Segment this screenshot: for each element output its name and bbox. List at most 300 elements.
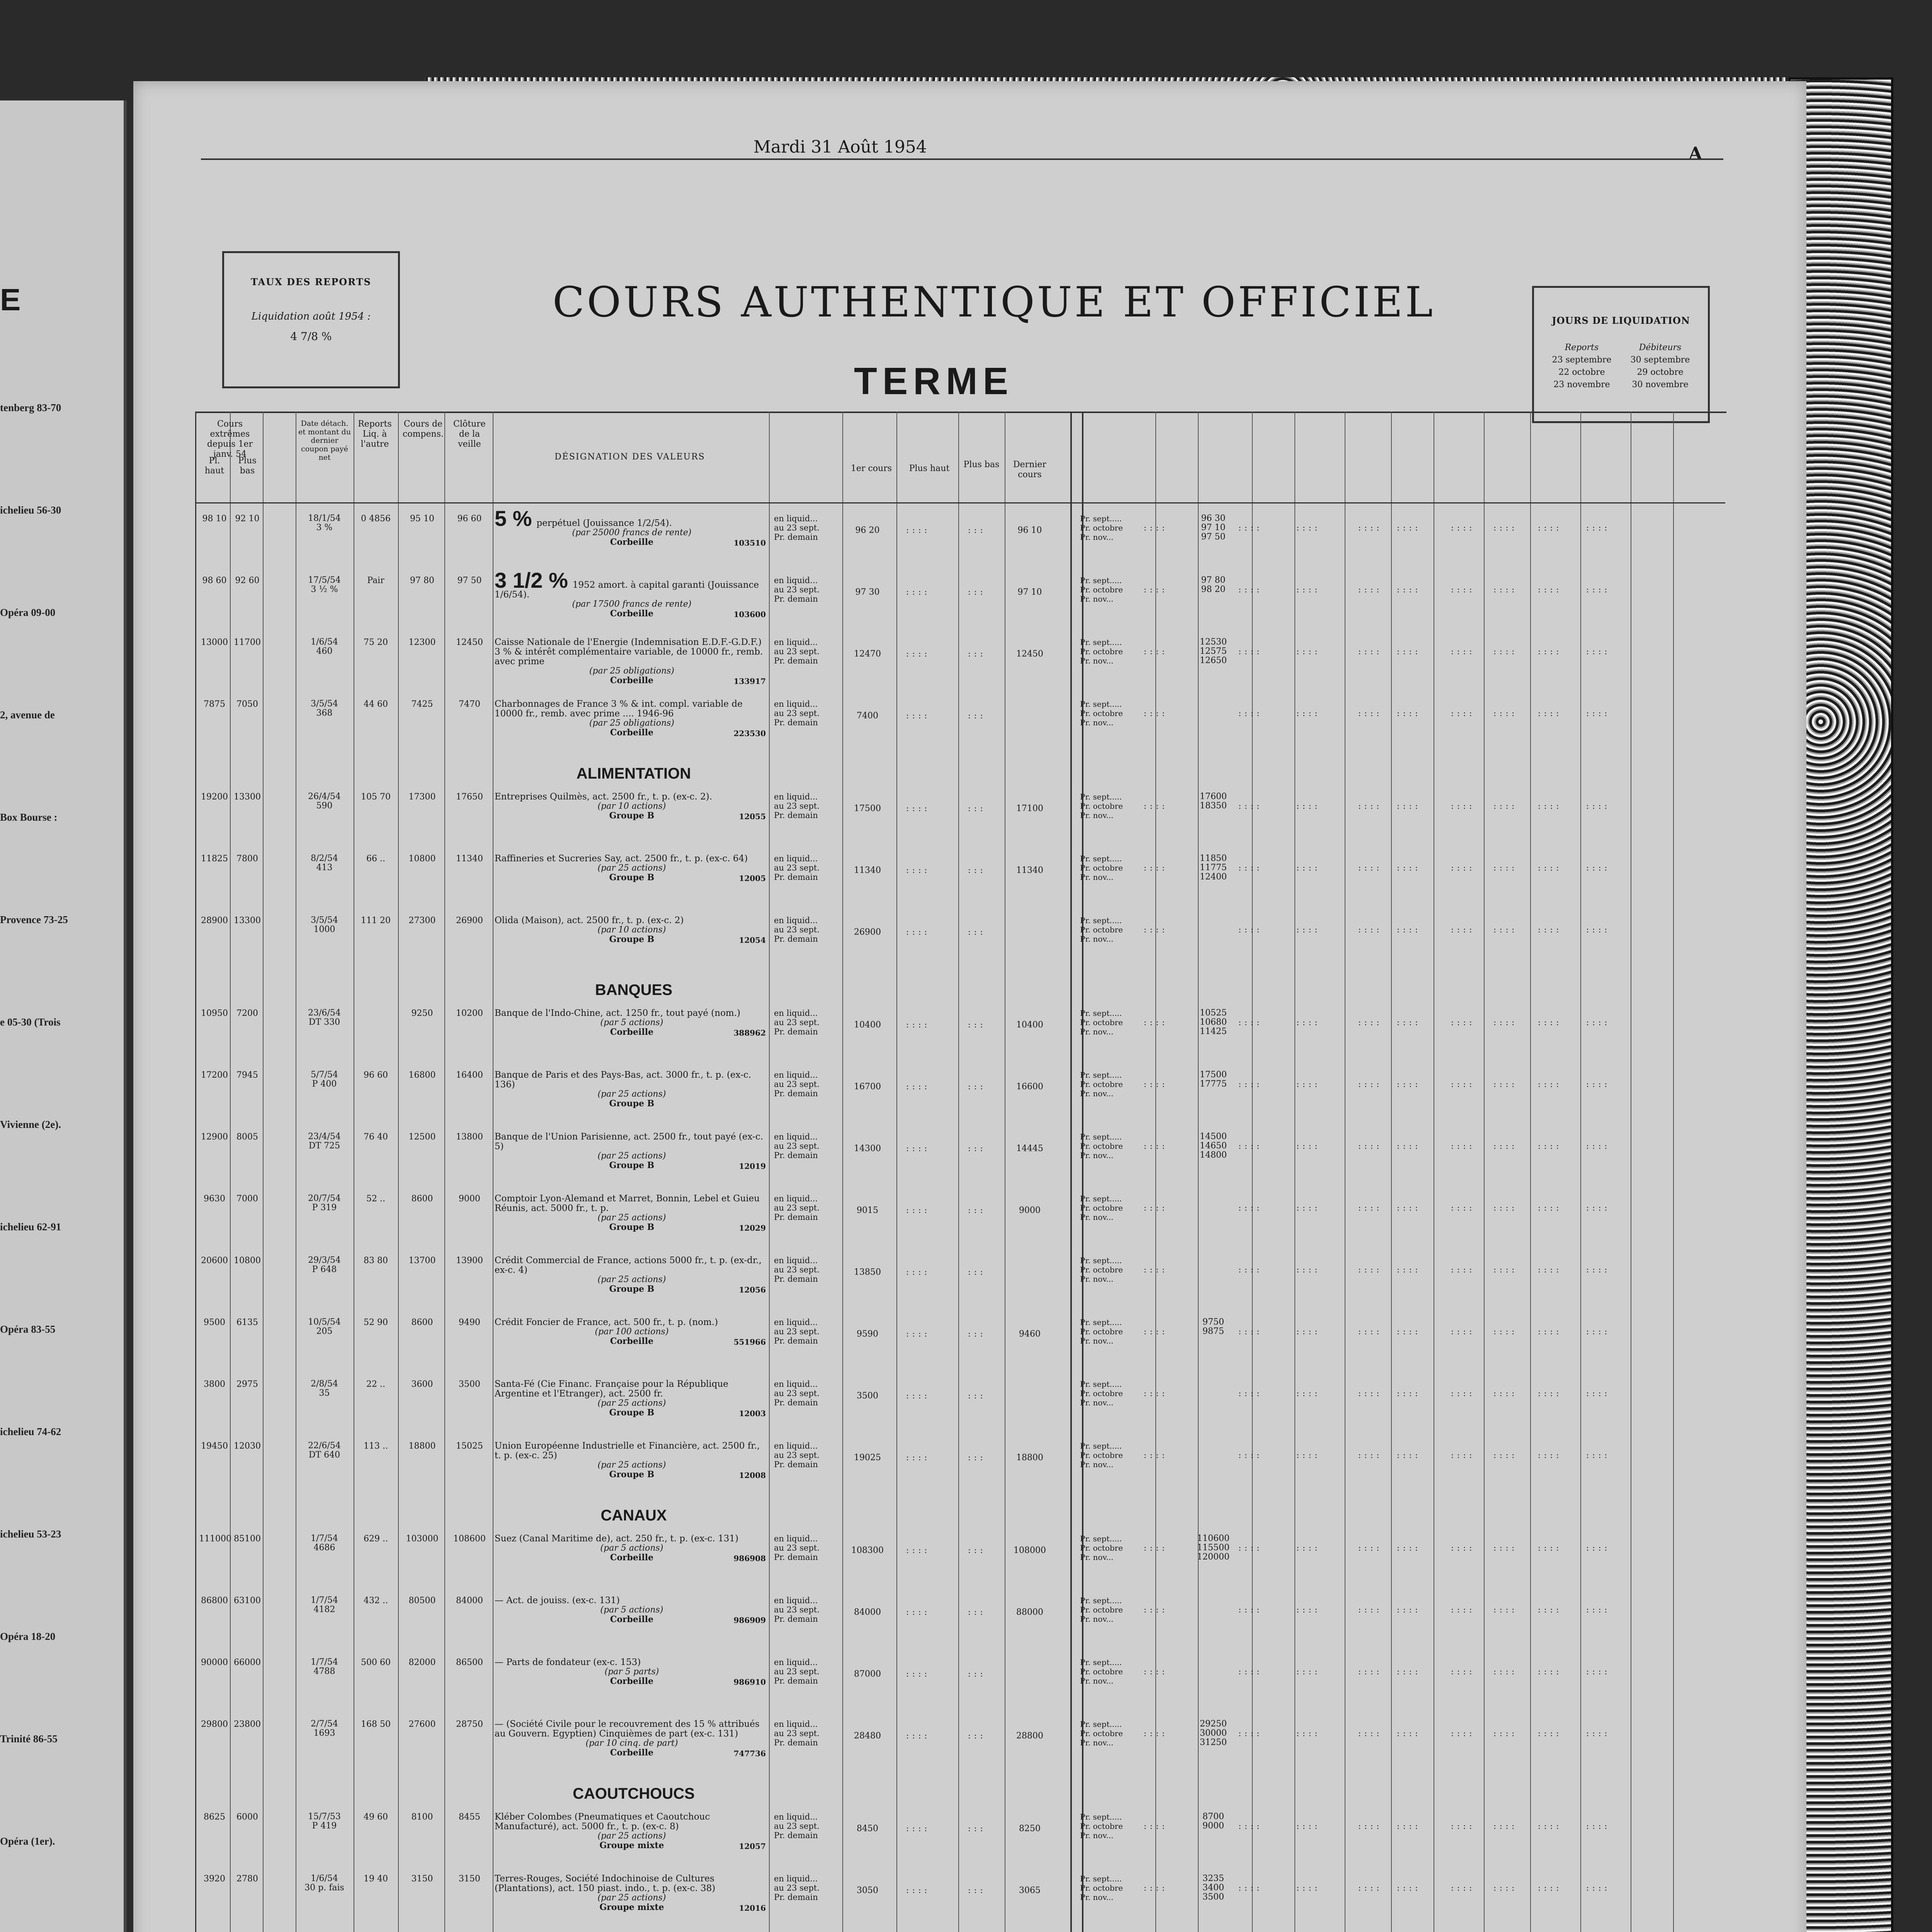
empty-cell: : : : : [1296, 801, 1318, 811]
security-code: 12057 [739, 1842, 766, 1851]
group-label: Groupe B [609, 1160, 655, 1170]
cell-premier-cours: 8450 [857, 1824, 878, 1833]
cell-premier-cours: 28480 [854, 1731, 881, 1741]
group-label: Corbeille [610, 675, 654, 685]
cell-plus-haut: 7875 [204, 699, 225, 709]
security-name: 1952 amort. à capital garanti (Jouissance 1/6/54). [495, 580, 759, 600]
security-name: Santa-Fé (Cie Financ. Française pour la République Argentine et l'Etranger), act. 2500 fr. [495, 1379, 728, 1399]
security-code: 986908 [733, 1554, 766, 1563]
empty-cell: : : : : [1538, 1543, 1560, 1553]
empty-cell: : : : : [1296, 1265, 1318, 1274]
cell-premier-cours: 9590 [857, 1329, 878, 1339]
cell-plus-bas: 7800 [236, 854, 258, 864]
cell-compens: 18800 [408, 1441, 436, 1451]
reports-label: Reports [1565, 343, 1599, 352]
cell-plus-bas: 63100 [234, 1596, 261, 1605]
cell-compens: 3600 [411, 1379, 433, 1389]
cell-plus-haut: 98 10 [202, 514, 227, 524]
cell-plus-haut: : : : : [906, 1453, 928, 1462]
month-labels: Pr. sept..... Pr. octobre Pr. nov... [1080, 1070, 1123, 1098]
empty-cell: : : : : [1358, 1729, 1380, 1738]
cell-dernier-cours: 18800 [1016, 1453, 1043, 1463]
month-labels: Pr. sept..... Pr. octobre Pr. nov... [1080, 1441, 1123, 1469]
empty-cell: : : : : [1493, 1327, 1515, 1336]
empty-cell: : : : : [1493, 1667, 1515, 1676]
cell-plus-haut: : : : : [906, 927, 928, 937]
section-heading: ALIMENTATION [576, 765, 691, 782]
quotity: (par 5 actions) [600, 1605, 663, 1615]
empty-cell: : : : : [1296, 1080, 1318, 1089]
month-labels: Pr. sept..... Pr. octobre Pr. nov... [1080, 576, 1123, 604]
empty-cell: : : : : [1586, 863, 1608, 872]
month-values: 29250 30000 31250 [1200, 1719, 1227, 1747]
cell-dernier-cours: 16600 [1016, 1082, 1043, 1092]
cell-plus-bas: 7945 [236, 1070, 258, 1080]
page-subtitle: TERME [854, 360, 1014, 402]
cell-reports: 629 .. [364, 1534, 388, 1544]
empty-cell: : : : : [1296, 1883, 1318, 1893]
taux-heading: TAUX DES REPORTS [251, 276, 371, 287]
empty-cell: : : : : [1238, 1821, 1260, 1831]
cell-premier-cours: 14300 [854, 1144, 881, 1153]
col-plus-haut-2: Plus haut [909, 464, 950, 473]
designation [495, 1596, 769, 1624]
group-label: Corbeille [610, 1553, 654, 1563]
header-rule [201, 158, 1723, 160]
empty-cell: : : : : [1451, 1451, 1473, 1460]
empty-cell: : : : : [1358, 523, 1380, 532]
cell-cloture: 96 60 [457, 514, 482, 524]
security-name: — Act. de jouiss. (ex-c. 131) [495, 1595, 620, 1605]
liquidation-labels: en liquid... au 23 sept. Pr. demain [774, 1596, 820, 1624]
month-values [1190, 916, 1236, 944]
month-values: 17600 18350 [1200, 792, 1227, 811]
group-label: Corbeille [610, 728, 654, 738]
empty-cell: : : : : [1451, 1729, 1473, 1738]
cell-plus-bas: : : : [968, 1020, 983, 1029]
security-code: 103510 [733, 538, 766, 548]
cell-plus-haut: 13000 [201, 638, 228, 647]
col-plus-bas-2: Plus bas [963, 460, 1000, 469]
cell-reports: 49 60 [364, 1812, 388, 1822]
cell-premier-cours: 16700 [854, 1082, 881, 1092]
cell-plus-haut: 98 60 [202, 576, 227, 585]
left-page-stub: 2, avenue de [0, 709, 55, 721]
month-values: 9750 9875 [1202, 1317, 1224, 1336]
empty-cell: : : : : [1238, 1667, 1260, 1676]
table-row [195, 1719, 1725, 1797]
liquidation-labels: en liquid... au 23 sept. Pr. demain [774, 1534, 820, 1562]
cell-reports: 22 .. [366, 1379, 385, 1389]
cell-plus-bas: 92 60 [235, 576, 260, 585]
cell-reports: 96 60 [364, 1070, 388, 1080]
col-reports: Reports Liq. à l'autre [358, 419, 392, 449]
empty-cell: : : : : [1358, 1543, 1380, 1553]
empty-cell: : : : : [1586, 523, 1608, 532]
cell-plus-haut: 9630 [204, 1194, 225, 1204]
cell-plus-bas: 2975 [236, 1379, 258, 1389]
month-values: 110600 115500 120000 [1197, 1534, 1230, 1562]
empty-cell: : : : : [1238, 801, 1260, 811]
left-page-stub: Opéra 18-20 [0, 1631, 56, 1642]
cell-coupon: 15/7/53 P 419 [308, 1812, 341, 1831]
quotity: (par 10 actions) [597, 925, 666, 935]
cell-compens: 103000 [406, 1534, 439, 1544]
empty-cell: : : : : [1538, 925, 1560, 934]
empty-cell: : : : : [1144, 1080, 1165, 1089]
designation [495, 1379, 769, 1417]
month-values: 97 80 98 20 [1201, 575, 1226, 594]
security-code: 986910 [733, 1677, 766, 1687]
security-code: 12008 [739, 1471, 766, 1480]
empty-cell: : : : : [1538, 1667, 1560, 1676]
empty-cell: : : : : [1586, 647, 1608, 656]
month-labels: Pr. sept..... Pr. octobre Pr. nov... [1080, 1874, 1123, 1902]
cell-plus-bas: : : : [968, 1453, 983, 1462]
empty-cell: : : : : [1538, 801, 1560, 811]
cell-compens: 82000 [408, 1658, 436, 1667]
cell-plus-haut: : : : : [906, 1206, 928, 1215]
empty-cell: : : : : [1397, 1605, 1418, 1614]
empty-cell: : : : : [1538, 1203, 1560, 1213]
cell-plus-haut: : : : : [906, 587, 928, 597]
col-plus-haut: Pl. haut [204, 456, 224, 476]
security-name: Raffineries et Sucreries Say, act. 2500 fr., t. p. (ex-c. 64) [495, 854, 748, 864]
empty-cell: : : : : [1493, 1018, 1515, 1027]
empty-cell: : : : : [1493, 1605, 1515, 1614]
empty-cell: : : : : [1144, 1327, 1165, 1336]
empty-cell: : : : : [1296, 709, 1318, 718]
cell-plus-bas: : : : [968, 1546, 983, 1555]
security-code: 747736 [733, 1749, 766, 1758]
cell-reports: 66 .. [366, 854, 385, 864]
empty-cell: : : : : [1493, 709, 1515, 718]
empty-cell: : : : : [1586, 1265, 1608, 1274]
cell-premier-cours: 96 20 [855, 526, 880, 535]
cell-dernier-cours: 14445 [1016, 1144, 1043, 1153]
empty-cell: : : : : [1586, 1203, 1608, 1213]
security-name: Crédit Commercial de France, actions 5000 fr., t. p. (ex-dr., ex-c. 4) [495, 1255, 762, 1275]
empty-cell: : : : : [1397, 1203, 1418, 1213]
cell-coupon: 26/4/54 590 [308, 792, 341, 811]
empty-cell: : : : : [1358, 585, 1380, 594]
cell-cloture: 84000 [456, 1596, 483, 1605]
empty-cell: : : : : [1144, 1265, 1165, 1274]
cell-compens: 3150 [411, 1874, 433, 1884]
empty-cell: : : : : [1451, 1605, 1473, 1614]
col-compens: Cours de compens. [403, 419, 444, 439]
security-code: 12003 [739, 1409, 766, 1418]
cell-plus-haut: 11825 [201, 854, 228, 864]
empty-cell: : : : : [1144, 647, 1165, 656]
cell-plus-bas: : : : [968, 649, 983, 658]
empty-cell: : : : : [1296, 1327, 1318, 1336]
cell-premier-cours: 11340 [854, 866, 881, 875]
col-plus-bas: Plus bas [238, 456, 257, 476]
cell-plus-bas: 10800 [234, 1256, 261, 1265]
table-row [195, 699, 1725, 777]
empty-cell: : : : : [1296, 647, 1318, 656]
designation [495, 1658, 769, 1686]
cell-coupon: 3/5/54 1000 [311, 915, 338, 934]
empty-cell: : : : : [1397, 801, 1418, 811]
cell-premier-cours: 17500 [854, 804, 881, 813]
quotity: (par 25 obligations) [589, 718, 675, 728]
month-labels: Pr. sept..... Pr. octobre Pr. nov... [1080, 1534, 1123, 1562]
empty-cell: : : : : [1493, 647, 1515, 656]
cell-coupon: 1/7/54 4686 [311, 1534, 338, 1553]
designation [495, 1132, 769, 1170]
section-heading: CAOUTCHOUCS [573, 1785, 695, 1802]
cell-cloture: 12450 [456, 638, 483, 647]
cell-plus-bas: 23800 [234, 1719, 261, 1729]
designation [495, 1070, 769, 1108]
cell-plus-bas: : : : [968, 1267, 983, 1277]
empty-cell: : : : : [1586, 1729, 1608, 1738]
empty-cell: : : : : [1296, 1543, 1318, 1553]
cell-plus-bas: 7050 [236, 699, 258, 709]
cell-plus-haut: : : : : [906, 711, 928, 720]
empty-cell: : : : : [1397, 1265, 1418, 1274]
empty-cell: : : : : [1144, 1605, 1165, 1614]
security-code: 12055 [739, 812, 766, 821]
security-code: 133917 [733, 677, 766, 686]
group-label: Groupe B [609, 1222, 655, 1232]
empty-cell: : : : : [1451, 1389, 1473, 1398]
month-values [1190, 1658, 1236, 1685]
group-label: Groupe B [609, 1284, 655, 1294]
designation [495, 506, 769, 548]
empty-cell: : : : : [1358, 863, 1380, 872]
empty-cell: : : : : [1397, 647, 1418, 656]
cell-plus-haut: 10950 [201, 1009, 228, 1018]
cell-dernier-cours: 88000 [1016, 1607, 1043, 1617]
empty-cell: : : : : [1238, 1543, 1260, 1553]
empty-cell: : : : : [1451, 647, 1473, 656]
cell-compens: 80500 [408, 1596, 436, 1605]
cell-plus-haut: : : : : [906, 1546, 928, 1555]
empty-cell: : : : : [1586, 801, 1608, 811]
empty-cell: : : : : [1451, 1543, 1473, 1553]
security-code: 12029 [739, 1223, 766, 1233]
security-code: 986909 [733, 1616, 766, 1625]
empty-cell: : : : : [1586, 709, 1608, 718]
security-name: perpétuel (Jouissance 1/2/54). [536, 518, 672, 528]
empty-cell: : : : : [1451, 1265, 1473, 1274]
security-name: — (Société Civile pour le recouvrement des 15 % attribués au Gouvern. Egyptien) Cinquièmes de part (ex-c. 131) [495, 1719, 760, 1739]
quotity: (par 17500 francs de rente) [572, 599, 692, 609]
empty-cell: : : : : [1397, 1141, 1418, 1151]
empty-cell: : : : : [1238, 523, 1260, 532]
liquidation-labels: en liquid... au 23 sept. Pr. demain [774, 699, 820, 727]
empty-cell: : : : : [1493, 1729, 1515, 1738]
cell-premier-cours: 12470 [854, 649, 881, 659]
cell-plus-haut: 8625 [204, 1812, 225, 1822]
cell-plus-haut: : : : : [906, 1144, 928, 1153]
cell-dernier-cours: 108000 [1014, 1546, 1046, 1555]
empty-cell: : : : : [1451, 1327, 1473, 1336]
quotity: (par 100 actions) [595, 1327, 669, 1337]
cell-plus-haut: 17200 [201, 1070, 228, 1080]
month-labels: Pr. sept..... Pr. octobre Pr. nov... [1080, 1318, 1123, 1345]
cell-plus-haut: : : : : [906, 649, 928, 658]
empty-cell: : : : : [1238, 1080, 1260, 1089]
cell-reports: 111 20 [361, 916, 391, 925]
cell-coupon: 10/5/54 205 [308, 1317, 341, 1336]
empty-cell: : : : : [1238, 1451, 1260, 1460]
cell-reports: 168 50 [361, 1719, 391, 1729]
table-row [195, 1441, 1725, 1519]
group-label: Groupe mixte [599, 1902, 664, 1912]
cell-coupon: 22/6/54 DT 640 [308, 1441, 341, 1460]
empty-cell: : : : : [1144, 1821, 1165, 1831]
cell-reports: 0 4856 [361, 514, 391, 524]
debiteurs-dates: 30 septembre 29 octobre 30 novembre [1630, 355, 1690, 389]
empty-cell: : : : : [1586, 1821, 1608, 1831]
cell-coupon: 1/7/54 4182 [311, 1595, 338, 1614]
empty-cell: : : : : [1451, 925, 1473, 934]
quotity: (par 25 actions) [597, 1275, 666, 1284]
empty-cell: : : : : [1586, 1883, 1608, 1893]
cell-compens: 27300 [408, 916, 436, 925]
empty-cell: : : : : [1397, 709, 1418, 718]
security-code: 223530 [733, 729, 766, 738]
empty-cell: : : : : [1144, 1203, 1165, 1213]
empty-cell: : : : : [1238, 1018, 1260, 1027]
empty-cell: : : : : [1493, 801, 1515, 811]
empty-cell: : : : : [1397, 925, 1418, 934]
month-labels: Pr. sept..... Pr. octobre Pr. nov... [1080, 514, 1123, 542]
rate-label: 5 % [495, 506, 532, 531]
empty-cell: : : : : [1586, 1389, 1608, 1398]
liquidation-labels: en liquid... au 23 sept. Pr. demain [774, 916, 820, 944]
security-name: Banque de Paris et des Pays-Bas, act. 3000 fr., t. p. (ex-c. 136) [495, 1070, 752, 1090]
empty-cell: : : : : [1144, 1667, 1165, 1676]
cell-plus-bas: : : : [968, 804, 983, 813]
cell-dernier-cours: 12450 [1016, 649, 1043, 659]
cell-compens: 95 10 [410, 514, 434, 524]
month-labels: Pr. sept..... Pr. octobre Pr. nov... [1080, 699, 1123, 727]
designation [495, 1009, 769, 1037]
cell-premier-cours: 108300 [851, 1546, 884, 1555]
month-labels: Pr. sept..... Pr. octobre Pr. nov... [1080, 792, 1123, 820]
empty-cell: : : : : [1538, 1141, 1560, 1151]
reports-dates: 23 septembre 22 octobre 23 novembre [1552, 355, 1612, 389]
quotity: (par 10 actions) [597, 801, 666, 811]
empty-cell: : : : : [1451, 1821, 1473, 1831]
group-label: Groupe B [609, 811, 655, 821]
cell-plus-haut: 86800 [201, 1596, 228, 1605]
empty-cell: : : : : [1538, 1729, 1560, 1738]
cell-premier-cours: 9015 [857, 1206, 878, 1215]
cell-premier-cours: 10400 [854, 1020, 881, 1030]
cell-coupon: 3/5/54 368 [311, 699, 338, 718]
security-name: Comptoir Lyon-Alemand et Marret, Bonnin, Lebel et Guieu Réunis, act. 5000 fr., t. p. [495, 1194, 760, 1213]
cell-compens: 12300 [408, 638, 436, 647]
empty-cell: : : : : [1144, 1543, 1165, 1553]
group-label: Corbeille [610, 1336, 654, 1346]
left-page-stub: Trinité 86-55 [0, 1733, 58, 1745]
cell-plus-bas: 2780 [236, 1874, 258, 1884]
cell-premier-cours: 26900 [854, 927, 881, 937]
cell-premier-cours: 3050 [857, 1886, 878, 1895]
empty-cell: : : : : [1238, 1203, 1260, 1213]
empty-cell: : : : : [1397, 1080, 1418, 1089]
debiteurs-label: Débiteurs [1639, 343, 1682, 352]
cell-compens: 16800 [408, 1070, 436, 1080]
empty-cell: : : : : [1144, 523, 1165, 532]
security-name: Terres-Rouges, Société Indochinoise de Cultures (Plantations), act. 150 piast. indo., t. p. (ex-c. 38) [495, 1874, 716, 1893]
cell-cloture: 7470 [459, 699, 480, 709]
empty-cell: : : : : [1451, 1141, 1473, 1151]
empty-cell: : : : : [1144, 1141, 1165, 1151]
empty-cell: : : : : [1238, 709, 1260, 718]
cell-reports: 52 .. [366, 1194, 385, 1204]
security-name: Charbonnages de France 3 % & int. compl. variable de 10000 fr., remb. avec prime .... 1946-96 [495, 699, 743, 719]
cell-compens: 10800 [408, 854, 436, 864]
month-values: 17500 17775 [1200, 1070, 1227, 1089]
empty-cell: : : : : [1538, 1018, 1560, 1027]
cell-premier-cours: 7400 [857, 711, 878, 721]
empty-cell: : : : : [1493, 523, 1515, 532]
left-page-stub: ichelieu 53-23 [0, 1528, 61, 1540]
empty-cell: : : : : [1493, 585, 1515, 594]
empty-cell: : : : : [1238, 1605, 1260, 1614]
cell-plus-bas: : : : [968, 927, 983, 937]
empty-cell: : : : : [1238, 1389, 1260, 1398]
liquidation-labels: en liquid... au 23 sept. Pr. demain [774, 1658, 820, 1685]
security-code: 103600 [733, 610, 766, 619]
group-label: Groupe B [609, 1099, 655, 1109]
cell-reports: 105 70 [361, 792, 391, 802]
cell-compens: 9250 [411, 1009, 433, 1018]
month-values [1190, 1441, 1236, 1469]
empty-cell: : : : : [1493, 1265, 1515, 1274]
cell-coupon: 17/5/54 3 ½ % [308, 575, 341, 594]
cell-plus-haut: : : : : [906, 1669, 928, 1679]
empty-cell: : : : : [1397, 1451, 1418, 1460]
cell-reports: 19 40 [364, 1874, 388, 1884]
empty-cell: : : : : [1493, 1389, 1515, 1398]
table-row [195, 1874, 1725, 1932]
cell-plus-haut: 20600 [201, 1256, 228, 1265]
quotity: (par 25 actions) [597, 1213, 666, 1223]
empty-cell: : : : : [1538, 709, 1560, 718]
quotity: (par 25 actions) [597, 1398, 666, 1408]
cell-plus-bas: : : : [968, 1669, 983, 1679]
month-values [1190, 1194, 1236, 1222]
empty-cell: : : : : [1451, 523, 1473, 532]
liquidation-labels: en liquid... au 23 sept. Pr. demain [774, 576, 820, 604]
cell-plus-haut: 19200 [201, 792, 228, 802]
empty-cell: : : : : [1296, 1389, 1318, 1398]
empty-cell: : : : : [1493, 1080, 1515, 1089]
security-name: Banque de l'Indo-Chine, act. 1250 fr., tout payé (nom.) [495, 1008, 741, 1018]
cell-compens: 8100 [411, 1812, 433, 1822]
cell-plus-haut: : : : : [906, 1020, 928, 1029]
security-name: Crédit Foncier de France, act. 500 fr., t. p. (nom.) [495, 1317, 718, 1327]
empty-cell: : : : : [1493, 1543, 1515, 1553]
cell-reports: 75 20 [364, 638, 388, 647]
quotity: (par 25000 francs de rente) [572, 528, 692, 537]
empty-cell: : : : : [1397, 1667, 1418, 1676]
empty-cell: : : : : [1397, 1327, 1418, 1336]
month-labels: Pr. sept..... Pr. octobre Pr. nov... [1080, 1009, 1123, 1036]
month-labels: Pr. sept..... Pr. octobre Pr. nov... [1080, 1812, 1123, 1840]
cell-dernier-cours: 28800 [1016, 1731, 1043, 1741]
cell-plus-bas: : : : [968, 711, 983, 720]
col-extremes: Cours extrêmes depuis 1er janv. 54 [207, 419, 253, 459]
